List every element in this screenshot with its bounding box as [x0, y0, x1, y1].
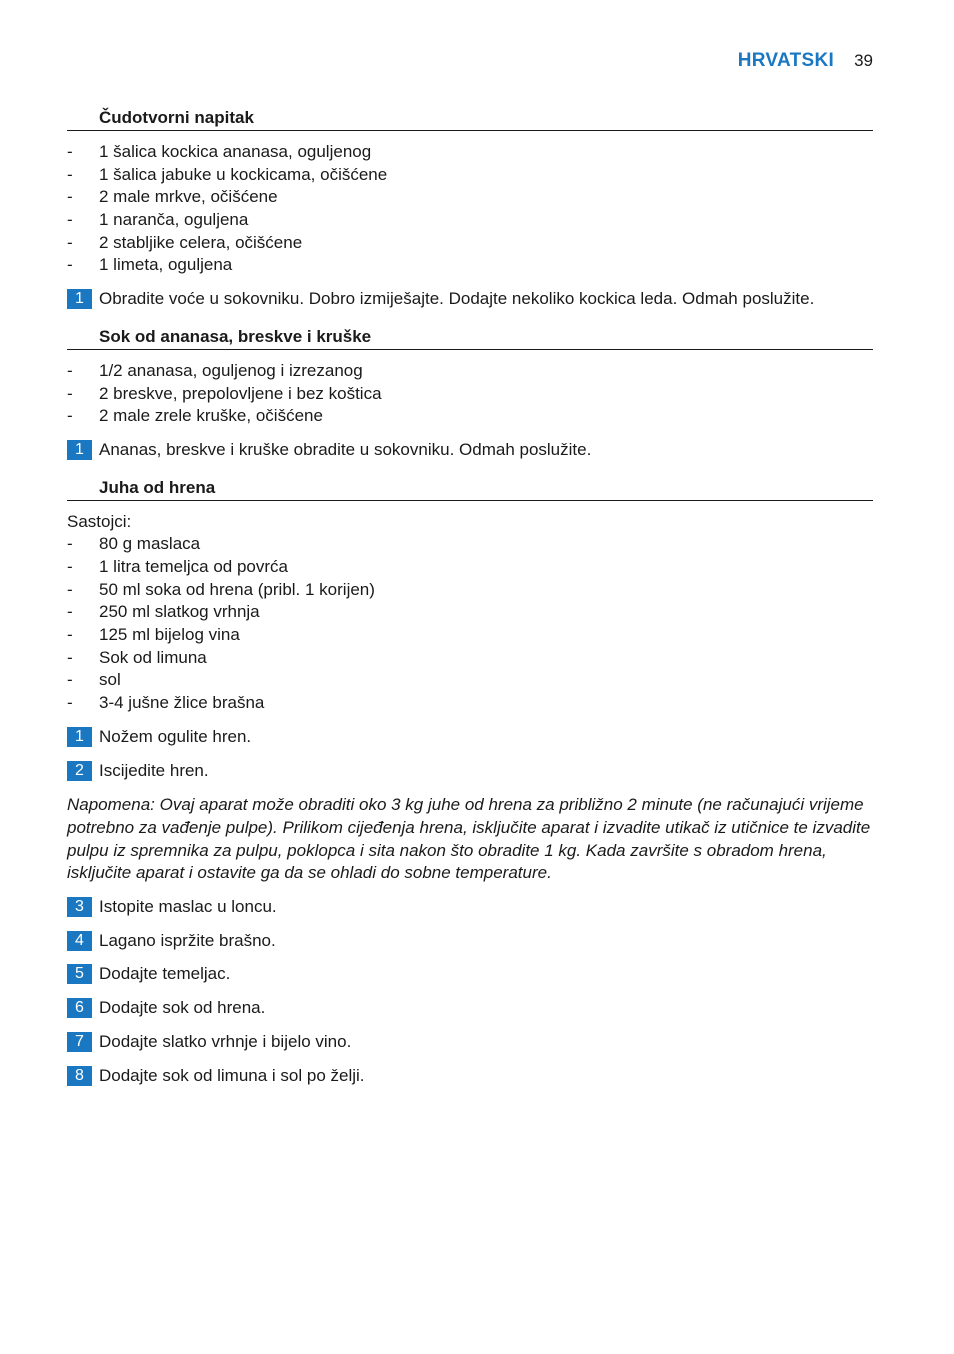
section-title: Juha od hrena [67, 474, 873, 501]
step-item [67, 726, 873, 749]
list-item: - 2 stabljike celera, očišćene [67, 232, 873, 255]
step-text: Nožem ogulite hren. [99, 726, 252, 746]
step-item [67, 997, 873, 1020]
language-label: HRVATSKI [737, 50, 835, 71]
list-dash: - [67, 164, 73, 184]
step-item [67, 1031, 873, 1054]
list-dash: - [67, 693, 73, 713]
list-item: - 250 ml slatkog vrhnja [67, 601, 873, 624]
note-paragraph: Napomena: Ovaj aparat može obraditi oko 3 kg juhe od hrena za približno 2 minute (ne računajući vrijeme potrebno za vađenje pulpe). Prilikom cijeđenja hrena, isključite aparat i izvadite utikač iz utičnice te izvadite pulpu iz spremnika za pulpu, poklopca i sita nakon što obradite 1 kg. Kada završite s obradom hrena, isključite aparat i ostavite ga da se ohladi do sobne temperature. [67, 795, 871, 883]
step-text: Iscijedite hren. [99, 760, 209, 780]
section-juha-od-hrena [67, 474, 873, 1088]
ingredients-intro: Sastojci: [67, 511, 132, 531]
step-text: Dodajte sok od limuna i sol po želji. [99, 1065, 365, 1085]
step-text: Obradite voće u sokovniku. Dobro izmiješajte. Dodajte nekoliko kockica leda. Odmah poslužite. [99, 289, 815, 309]
list-item: - 2 male zrele kruške, očišćene [67, 405, 873, 428]
step-item [67, 760, 873, 783]
list-item: - 2 breskve, prepolovljene i bez koštica [67, 383, 873, 406]
list-item: - 2 male mrkve, očišćene [67, 186, 873, 209]
list-item: - 1 naranča, oguljena [67, 209, 873, 232]
list-item: - 1/2 ananasa, oguljenog i izrezanog [67, 360, 873, 383]
page-number: 39 [854, 51, 873, 70]
list-item: - sol [67, 669, 873, 692]
page-content [67, 104, 873, 1087]
list-item: - 50 ml soka od hrena (pribl. 1 korijen) [67, 579, 873, 602]
step-number-badge: 7 [67, 1032, 92, 1052]
step-text: Dodajte slatko vrhnje i bijelo vino. [99, 1031, 352, 1051]
step-number-badge: 1 [67, 440, 92, 460]
step-text: Dodajte sok od hrena. [99, 998, 266, 1018]
list-dash: - [67, 406, 73, 426]
list-dash: - [67, 579, 73, 599]
step-number-badge: 5 [67, 964, 92, 984]
step-number-badge: 2 [67, 761, 92, 781]
section-title: Sok od ananasa, breskve i kruške [67, 323, 873, 350]
list-dash: - [67, 255, 73, 275]
list-dash: - [67, 142, 73, 161]
list-item: - 80 g maslaca [67, 533, 873, 556]
list-item: - 1 litra temeljca od povrća [67, 556, 873, 579]
list-item: - Sok od limuna [67, 647, 873, 670]
list-dash: - [67, 210, 73, 230]
list-dash: - [67, 360, 73, 380]
list-item: - 1 šalica jabuke u kockicama, očišćene [67, 164, 873, 187]
list-item: - 125 ml bijelog vina [67, 624, 873, 647]
step-text: Dodajte temeljac. [99, 964, 231, 984]
step-text: Ananas, breskve i kruške obradite u sokovniku. Odmah poslužite. [99, 439, 592, 459]
step-number-badge: 8 [67, 1066, 92, 1086]
section-title: Čudotvorni napitak [67, 104, 873, 131]
list-dash: - [67, 534, 73, 554]
step-number-badge: 4 [67, 931, 92, 951]
ingredient-list [67, 141, 873, 277]
ingredient-list [67, 533, 873, 715]
step-item [67, 930, 873, 953]
list-dash: - [67, 232, 73, 252]
section-cudotvorni-napitak [67, 104, 873, 311]
step-number-badge: 6 [67, 998, 92, 1018]
list-item: - 1 limeta, oguljena [67, 254, 873, 277]
step-text: Lagano ispržite brašno. [99, 930, 276, 950]
step-item [67, 439, 873, 462]
list-dash: - [67, 556, 73, 576]
ingredient-list [67, 360, 873, 428]
step-number-badge: 1 [67, 727, 92, 747]
step-item [67, 1065, 873, 1088]
step-text: Istopite maslac u loncu. [99, 897, 277, 917]
list-dash: - [67, 647, 73, 667]
list-dash: - [67, 625, 73, 645]
list-item: - 1 šalica kockica ananasa, oguljenog [67, 141, 873, 164]
list-dash: - [67, 670, 73, 690]
page-header [738, 48, 873, 74]
list-dash: - [67, 602, 73, 622]
step-number-badge: 3 [67, 897, 92, 917]
list-dash: - [67, 187, 73, 207]
step-number-badge: 1 [67, 289, 92, 309]
step-item [67, 288, 873, 311]
section-sok-od-ananasa [67, 323, 873, 462]
step-item [67, 963, 873, 986]
step-item [67, 896, 873, 919]
list-dash: - [67, 383, 73, 403]
list-item: - 3-4 jušne žlice brašna [67, 692, 873, 715]
